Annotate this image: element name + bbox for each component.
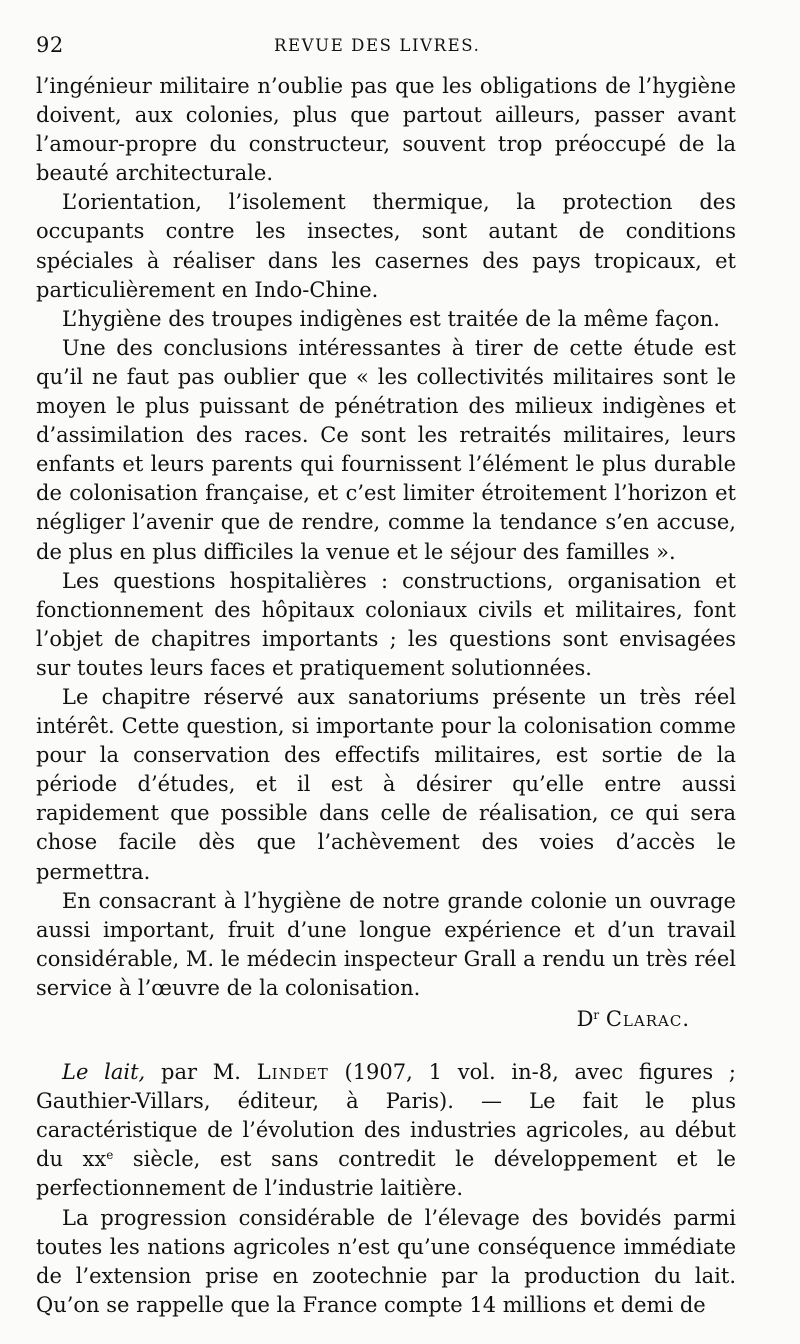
running-head: REVUE DES LIVRES. bbox=[274, 36, 481, 55]
signature-prefix: D bbox=[576, 1007, 594, 1031]
section-gap bbox=[36, 1034, 736, 1058]
signature-prefix-sup: r bbox=[593, 1008, 600, 1022]
paragraph: La progression considérable de l’élevage des bovidés parmi toutes les nations agricoles n’est qu’une conséquence immédiate de l’extension prise en zootechnie par la production du lait. Qu’on se rappelle que la France compte 14 millions et demi de bbox=[36, 1205, 736, 1317]
book-title: Le lait, bbox=[62, 1060, 146, 1085]
review-signature bbox=[36, 1003, 736, 1034]
signature-name: Clarac. bbox=[605, 1007, 690, 1031]
century-numeral: xx bbox=[82, 1147, 107, 1172]
century-sup: e bbox=[106, 1148, 114, 1163]
review-rest: siècle, est sans contredit le développement et le perfectionnement de l’industrie laitière. bbox=[36, 1147, 736, 1201]
body-text bbox=[36, 72, 736, 1320]
paragraph: Une des conclusions intéressantes à tirer de cette étude est qu’il ne faut pas oublier que « les collectivités militaires sont le moyen le plus puissant de pénétration des milieux indigènes et d’assimilation des races. Ce sont les retraités militaires, leurs enfants et leurs parents qui fournissent l’élément le plus durable de colonisation française, et c’est limiter étroitement l’horizon et négliger l’avenir que de rendre, comme la tendance s’en accuse, de plus en plus difficiles la venue et le séjour des familles ». bbox=[36, 335, 736, 564]
review-details: (1907, 1 vol. in-8, avec figures ; Gauthier-Villars, éditeur, à Paris). — Le fait le plus caractéristique de l’évolution des industries agricoles, au début du bbox=[36, 1060, 736, 1172]
paragraph: l’ingénieur militaire n’oublie pas que les obligations de l’hygiène doivent, aux colonies, plus que partout ailleurs, passer avant l’amour-propre du constructeur, souvent trop préoccupé de la beauté architecturale. bbox=[36, 74, 736, 186]
paragraph: L’orientation, l’isolement thermique, la protection des occupants contre les insectes, sont autant de conditions spéciales à réaliser dans les casernes des pays tropicaux, et particulièrement en Indo-Chine. bbox=[36, 190, 736, 302]
paragraph: L’hygiène des troupes indigènes est traitée de la même façon. bbox=[62, 306, 720, 331]
book-author: Lindet bbox=[256, 1060, 329, 1085]
book-review-entry bbox=[36, 1058, 736, 1203]
page-header bbox=[36, 33, 736, 59]
paragraph: Les questions hospitalières : constructions, organisation et fonctionnement des hôpitaux coloniaux civils et militaires, font l’objet de chapitres importants ; les questions sont envisagées sur toutes leurs faces et pratiquement solutionnées. bbox=[36, 568, 736, 680]
paragraph: En consacrant à l’hygiène de notre grande colonie un ouvrage aussi important, fruit d’une longue expérience et d’un travail considérable, M. le médecin inspecteur Grall a rendu un très réel service à l’œuvre de la colonisation. bbox=[36, 888, 736, 1000]
review-by: par M. bbox=[145, 1060, 257, 1085]
page-number: 92 bbox=[36, 33, 64, 57]
paragraph: Le chapitre réservé aux sanatoriums présente un très réel intérêt. Cette question, si importante pour la colonisation comme pour la conservation des effectifs militaires, est sortie de la période d’études, et il est à désirer qu’elle entre aussi rapidement que possible dans celle de réalisation, ce qui sera chose facile dès que l’achèvement des voies d’accès le permettra. bbox=[36, 684, 736, 884]
